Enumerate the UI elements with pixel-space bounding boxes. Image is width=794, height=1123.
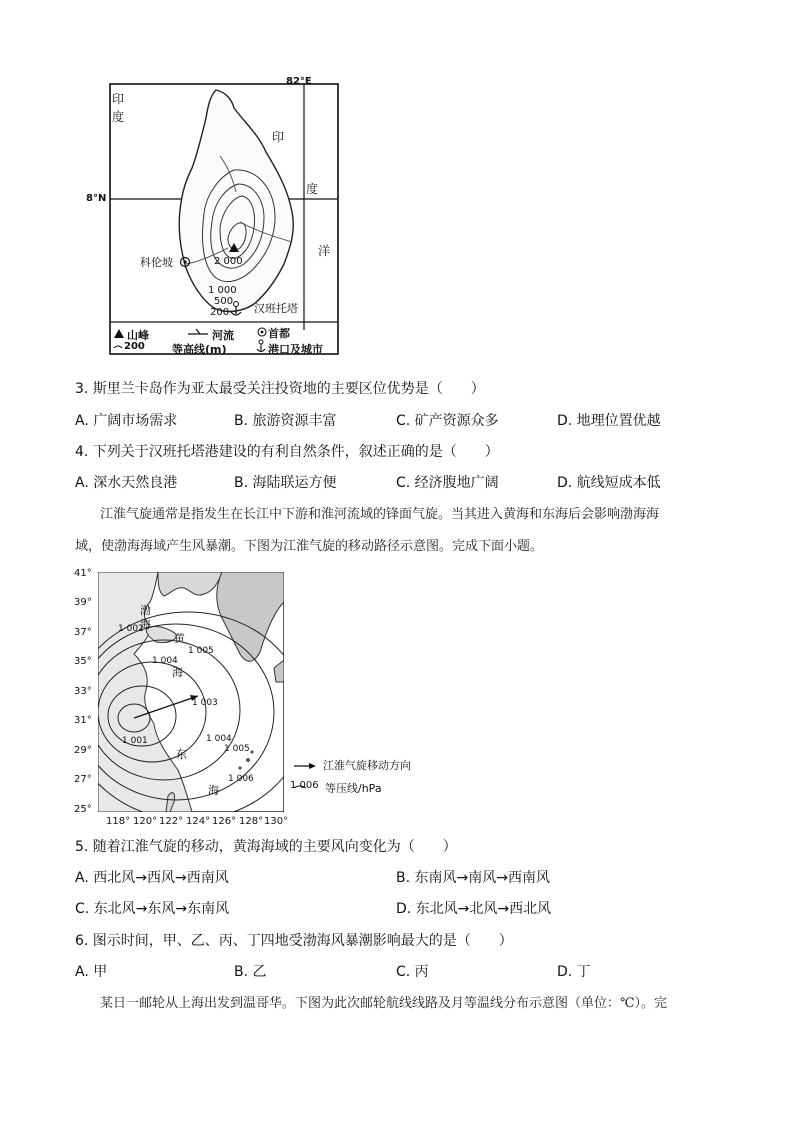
q6-option-c[interactable]: C. 丙	[396, 964, 429, 980]
q3-option-c[interactable]: C. 矿产资源众多	[396, 413, 499, 429]
lat-tick-25: 25°	[74, 804, 92, 815]
q3-option-b[interactable]: B. 旅游资源丰富	[234, 413, 337, 429]
passage-1-line-1: 江淮气旋通常是指发生在长江中下游和淮河流域的锋面气旋。当其进入黄海和东海后会影响渤海海	[100, 507, 660, 522]
lon-tick-126: 126°	[212, 816, 237, 827]
lat-tick-27: 27°	[74, 774, 92, 785]
contour-label-2000: 2 000	[214, 256, 243, 267]
q6-option-a[interactable]: A. 甲	[75, 964, 108, 980]
sea-label-left-2: 度	[112, 110, 125, 124]
sea-huang-1: 黄	[174, 632, 185, 645]
q4-option-c[interactable]: C. 经济腹地广阔	[396, 475, 499, 491]
lon-label: 82°E	[286, 76, 312, 87]
q4-option-d[interactable]: D. 航线短成本低	[557, 475, 661, 491]
isobar-label-1004-top: 1 004	[152, 656, 178, 666]
lat-tick-35: 35°	[74, 656, 92, 667]
sea-huang-2: 海	[172, 666, 183, 679]
sea-label-right-2: 度	[306, 182, 319, 196]
isobar-label-1003: 1 003	[192, 698, 218, 708]
lon-tick-130: 130°	[264, 816, 289, 827]
legend-isobar-label: 等压线/hPa	[325, 782, 382, 795]
q4-option-a[interactable]: A. 深水天然良港	[75, 475, 178, 491]
lat-tick-41: 41°	[74, 568, 92, 579]
lon-tick-120: 120°	[133, 816, 158, 827]
q4-option-b[interactable]: B. 海陆联运方便	[234, 475, 337, 491]
lat-tick-31: 31°	[74, 715, 92, 726]
q6-option-d[interactable]: D. 丁	[557, 964, 591, 980]
isobar-label-1006: 1 006	[228, 774, 254, 784]
legend-contour-value: 200	[124, 341, 145, 352]
sea-label-right-1: 印	[272, 130, 285, 144]
legend-port-label: 港口及城市	[268, 343, 323, 356]
isobar-label-1004: 1 004	[206, 734, 232, 744]
sea-dong-1: 东	[176, 748, 187, 761]
passage-1-line-2: 域，使渤海海域产生风暴潮。下图为江淮气旋的移动路径示意图。完成下面小题。	[75, 539, 544, 554]
question-3-stem: 3. 斯里兰卡岛作为亚太最受关注投资地的主要区位优势是（ ）	[75, 381, 485, 397]
contour-label-500: 500	[214, 296, 234, 307]
lat-label: 8°N	[86, 193, 107, 204]
legend-contour-label: 等高线(m)	[172, 343, 227, 356]
q5-option-b[interactable]: B. 东南风→南风→西南风	[396, 870, 550, 886]
question-4-stem: 4. 下列关于汉班托塔港建设的有利自然条件，叙述正确的是（ ）	[75, 444, 499, 460]
contour-label-200: 200	[210, 307, 230, 318]
q3-option-a[interactable]: A. 广阔市场需求	[75, 413, 178, 429]
lat-tick-37: 37°	[74, 627, 92, 638]
city-colombo: 科伦坡	[140, 256, 173, 269]
question-6-stem: 6. 图示时间，甲、乙、丙、丁四地受渤海风暴潮影响最大的是（ ）	[75, 933, 513, 949]
sea-label-left-1: 印	[112, 92, 125, 106]
cyclone-map	[98, 572, 284, 812]
q5-option-a[interactable]: A. 西北风→西风→西南风	[75, 870, 229, 886]
legend-capital-label: 首都	[268, 327, 290, 340]
legend-peak-label: 山峰	[127, 329, 149, 342]
lon-tick-118: 118°	[106, 816, 131, 827]
lon-tick-124: 124°	[186, 816, 211, 827]
legend-isobar-value: 1 006	[290, 780, 319, 791]
q3-option-d[interactable]: D. 地理位置优越	[557, 413, 661, 429]
lat-tick-39: 39°	[74, 597, 92, 608]
question-5-stem: 5. 随着江淮气旋的移动，黄海海域的主要风向变化为（ ）	[75, 839, 457, 855]
legend-arrow-label: 江淮气旋移动方向	[323, 759, 411, 772]
sea-label-right-3: 洋	[318, 244, 331, 258]
lon-tick-128: 128°	[239, 816, 264, 827]
q6-option-b[interactable]: B. 乙	[234, 964, 267, 980]
sea-bohai-2: 海	[140, 618, 151, 631]
sea-bohai-1: 渤	[140, 604, 151, 617]
lat-tick-33: 33°	[74, 686, 92, 697]
passage-2-line-1: 某日一邮轮从上海出发到温哥华。下图为此次邮轮航线线路及月等温线分布示意图（单位：℃）。完	[100, 996, 668, 1011]
isobar-label-1001: 1 001	[122, 736, 148, 746]
city-hambantota: 汉班托塔	[254, 302, 298, 315]
isobar-label-1005-top: 1 005	[188, 646, 214, 656]
q5-option-c[interactable]: C. 东北风→东风→东南风	[75, 901, 230, 917]
legend-river-label: 河流	[212, 329, 234, 342]
isobar-label-1005: 1 005	[224, 744, 250, 754]
lon-tick-122: 122°	[159, 816, 184, 827]
sea-dong-2: 海	[208, 784, 219, 797]
sri-lanka-map	[108, 72, 348, 362]
q5-option-d[interactable]: D. 东北风→北风→西北风	[396, 901, 552, 917]
lat-tick-29: 29°	[74, 745, 92, 756]
isobar-label-1002: 1 002	[118, 624, 144, 634]
contour-label-1000: 1 000	[208, 285, 237, 296]
